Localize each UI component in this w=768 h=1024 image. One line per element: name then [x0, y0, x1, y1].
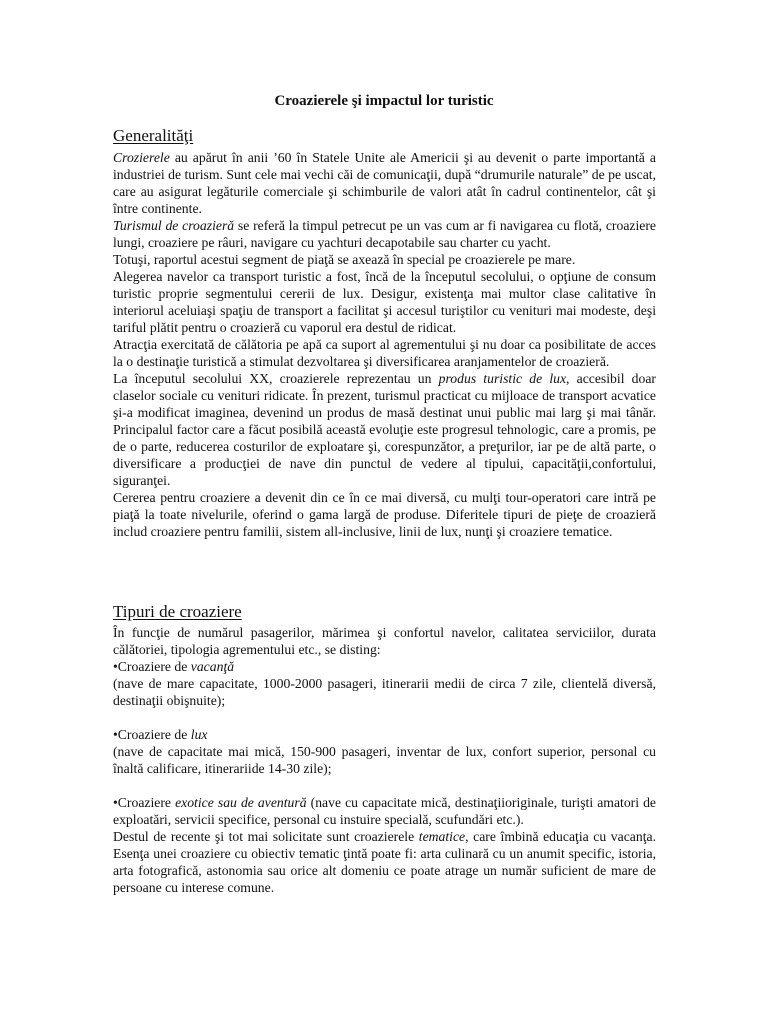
bullet-description: (nave de capacitate mai mică, 150-900 pasageri, inventar de lux, confort superior, personal cu înaltă calificare, itinerariide 14-30 zile);	[113, 744, 656, 776]
paragraph-text: La începutul secolului XX, croazierele reprezentau un	[113, 371, 439, 386]
section-body-generalitati	[113, 149, 656, 540]
paragraph	[113, 370, 656, 489]
paragraph: Cererea pentru croaziere a devenit din ce în ce mai diversă, cu mulţi tour-operatori care intră pe piaţă la toate nivelurile, oferind o gama largă de produse. Diferitele tipuri de pieţe de croazieră includ croaziere pentru familii, sistem all-inclusive, linii de lux, nunţi şi croaziere tematice.	[113, 490, 656, 539]
paragraph-text: Destul de recente şi tot mai solicitate sunt croazierele	[113, 829, 419, 844]
italic-term: Turismul de croazieră	[113, 218, 235, 233]
paragraph: Alegerea navelor ca transport turistic a fost, încă de la începutul secolului, o opţiune de consum turistic proprie segmentului cererii de lux. Desigur, existenţa mai multor clase calitative în interiorul aceluiaşi spaţiu de transport a facilitat şi accesul turiştilor cu venituri mai modeste, deşi tariful plătit pentru o croazieră cu vaporul era destul de ridicat.	[113, 269, 656, 335]
paragraph-text: , accesibil doar claselor sociale cu venituri ridicate. În prezent, turismul practicat cu mijloace de transport acvatice şi-a modificat imaginea, devenind un produs de masă destinat unui public mai larg şi mai tânăr. Principalul factor care a făcut posibilă această evoluţie este progresul tehnologic, care a promis, pe de o parte, reducerea costurilor de exploatare şi, corespunzător, a preţurilor, iar pe de altă parte, o diversificare a producţiei de nave din punctul de vedere al tipului, capacităţii,confortului, siguranţei.	[113, 371, 656, 488]
bullet-text: Croaziere de	[117, 727, 191, 742]
bullet-item-vacanta	[113, 658, 656, 675]
section-heading-generalitati: Generalităţi	[113, 126, 194, 145]
section-body-tipuri	[113, 624, 656, 896]
paragraph	[113, 828, 656, 896]
paragraph	[113, 149, 656, 217]
italic-term: exotice sau de aventură	[175, 795, 307, 810]
italic-term: Crozierele	[113, 150, 170, 165]
italic-term: vacanţă	[190, 659, 235, 674]
italic-term: produs turistic de lux	[438, 371, 567, 386]
bullet-description: (nave de mare capacitate, 1000-2000 pasageri, itinerarii medii de circa 7 zile, clientelă diversă, destinaţii obişnuite);	[113, 676, 656, 708]
paragraph	[113, 217, 656, 251]
bullet-text: Croaziere	[117, 795, 176, 810]
spacer	[113, 709, 656, 726]
paragraph: Atracţia exercitată de călătoria pe apă ca suport al agrementului şi nu doar ca posibilitate de acces la o destinaţie turistică a stimulat dezvoltarea şi diversificarea aranjamentelor de croazieră.	[113, 337, 656, 369]
document-title: Croazierele şi impactul lor turistic	[274, 93, 494, 109]
paragraph-text: , care îmbină educaţia cu vacanţa. Esenţa unei croaziere cu obiectiv tematic ţintă poate fi: arta culinară cu un anumit specific, istoria, arta fotografică, astonomia sau orice alt domeniu ce poate atrage un număr suficient de mare de persoane cu interese comune.	[113, 829, 656, 895]
bullet-text: Croaziere de	[117, 659, 191, 674]
paragraph: Totuşi, raportul acestui segment de piaţă se axează în special pe croazierele pe mare.	[113, 252, 576, 267]
paragraph-text: au apărut în anii ’60 în Statele Unite ale Americii şi au devenit o parte importantă a industriei de turism. Sunt cele mai vechi căi de comunicaţii, după “drumurile naturale” de pe uscat, care au asigurat legăturile comerciale şi schimburile de valori atât în cadrul continentelor, cât şi între continente.	[113, 150, 656, 216]
paragraph: În funcţie de numărul pasagerilor, mărimea şi confortul navelor, calitatea serviciilor, durata călătoriei, tipologia agrementului etc., se disting:	[113, 625, 656, 657]
spacer	[113, 777, 656, 794]
bullet-item-lux	[113, 726, 656, 743]
italic-term: lux	[190, 727, 208, 742]
bullet-item-exotice	[113, 794, 656, 828]
section-heading-tipuri: Tipuri de croaziere	[113, 602, 242, 621]
bullet-text: (nave cu capacitate mică, destinaţiioriginale, turişti amatori de exploatări, servicii specifice, personal cu instuire specială, scufundări etc.).	[113, 795, 656, 827]
paragraph-text: se referă la timpul petrecut pe un vas cum ar fi navigarea cu flotă, croaziere lungi, croaziere pe râuri, navigare cu yachturi decapotabile sau charter cu yacht.	[113, 218, 656, 250]
italic-term: tematice	[418, 829, 466, 844]
